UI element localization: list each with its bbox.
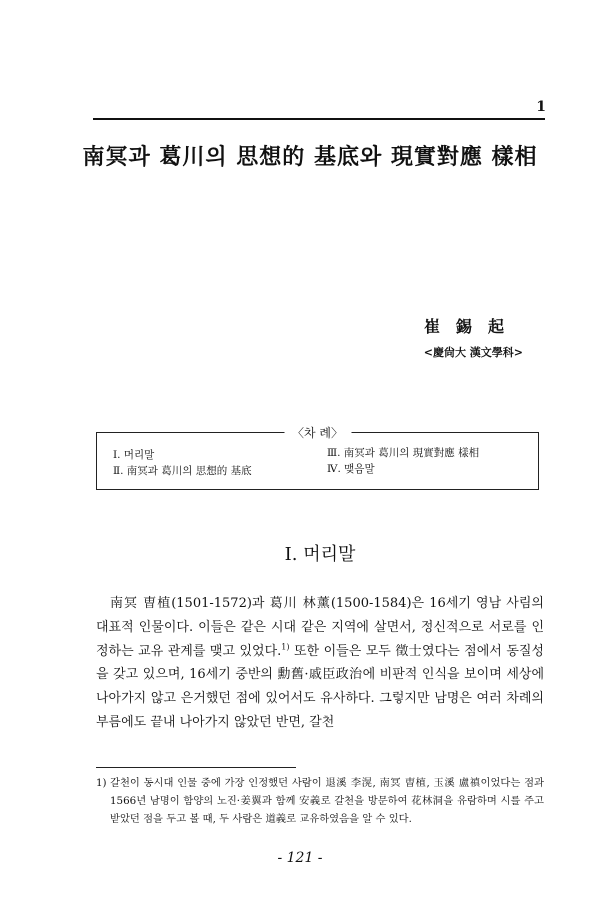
- toc-item-1: Ⅰ. 머리말: [113, 449, 155, 461]
- toc-item-4: Ⅳ. 맺음말: [327, 463, 375, 475]
- footnote-rule: [96, 767, 296, 768]
- footnote-reference: 1): [281, 642, 290, 652]
- toc-title: 〈차 례〉: [284, 424, 351, 441]
- header-rule: [93, 118, 545, 120]
- toc-item-2: Ⅱ. 南冥과 葛川의 思想的 基底: [113, 465, 252, 477]
- body-paragraph: [96, 592, 544, 735]
- page-folio: - 121 -: [277, 850, 323, 866]
- toc-item-3: Ⅲ. 南冥과 葛川의 現實對應 樣相: [327, 447, 480, 459]
- paper-title: 南冥과 葛川의 思想的 基底와 現實對應 樣相: [82, 144, 538, 170]
- footnote-mark: 1): [96, 777, 107, 789]
- body-text-part-2: 또한 이들은 모두 徵士였다는 점에서 동질성을 갖고 있으며, 16세기 중반의 勳舊·戚臣政治에 비판적 인식을 보이며 세상에 나아가지 않고 은거했던 점에 있어서도 유사하다. 그렇지만 남명은 여러 차례의 부름에도 끝내 나아가지 않았던 반면, 갈천: [96, 643, 544, 730]
- author-name: 崔錫起: [423, 317, 520, 336]
- body-text-part-1: 南冥 曺植(1501-1572)과 葛川 林薰(1500-1584)은 16세기 영남 사림의 대표적 인물이다. 이들은 같은 시대 같은 지역에 살면서, 정신적으로 서로를 인정하는 교유 관계를 맺고 있었다.: [96, 596, 544, 659]
- footnote: [96, 774, 544, 828]
- section-heading: Ⅰ. 머리말: [284, 544, 356, 565]
- running-page-number: 1: [536, 99, 546, 115]
- author-affiliation: <慶尙大 漢文學科>: [423, 346, 523, 359]
- footnote-text: 갈천이 동시대 인물 중에 가장 인정했던 사람이 退溪 李滉, 南冥 曺植, 玉溪 盧禛이었다는 점과 1566년 남명이 함양의 노진·姜翼과 함께 安義로 갈천을 방문하여 花林洞을 유람하며 시를 주고받았던 점을 두고 볼 때, 두 사람은 道義로 교유하였음을 알 수 있다.: [110, 777, 544, 825]
- table-of-contents: [96, 426, 539, 490]
